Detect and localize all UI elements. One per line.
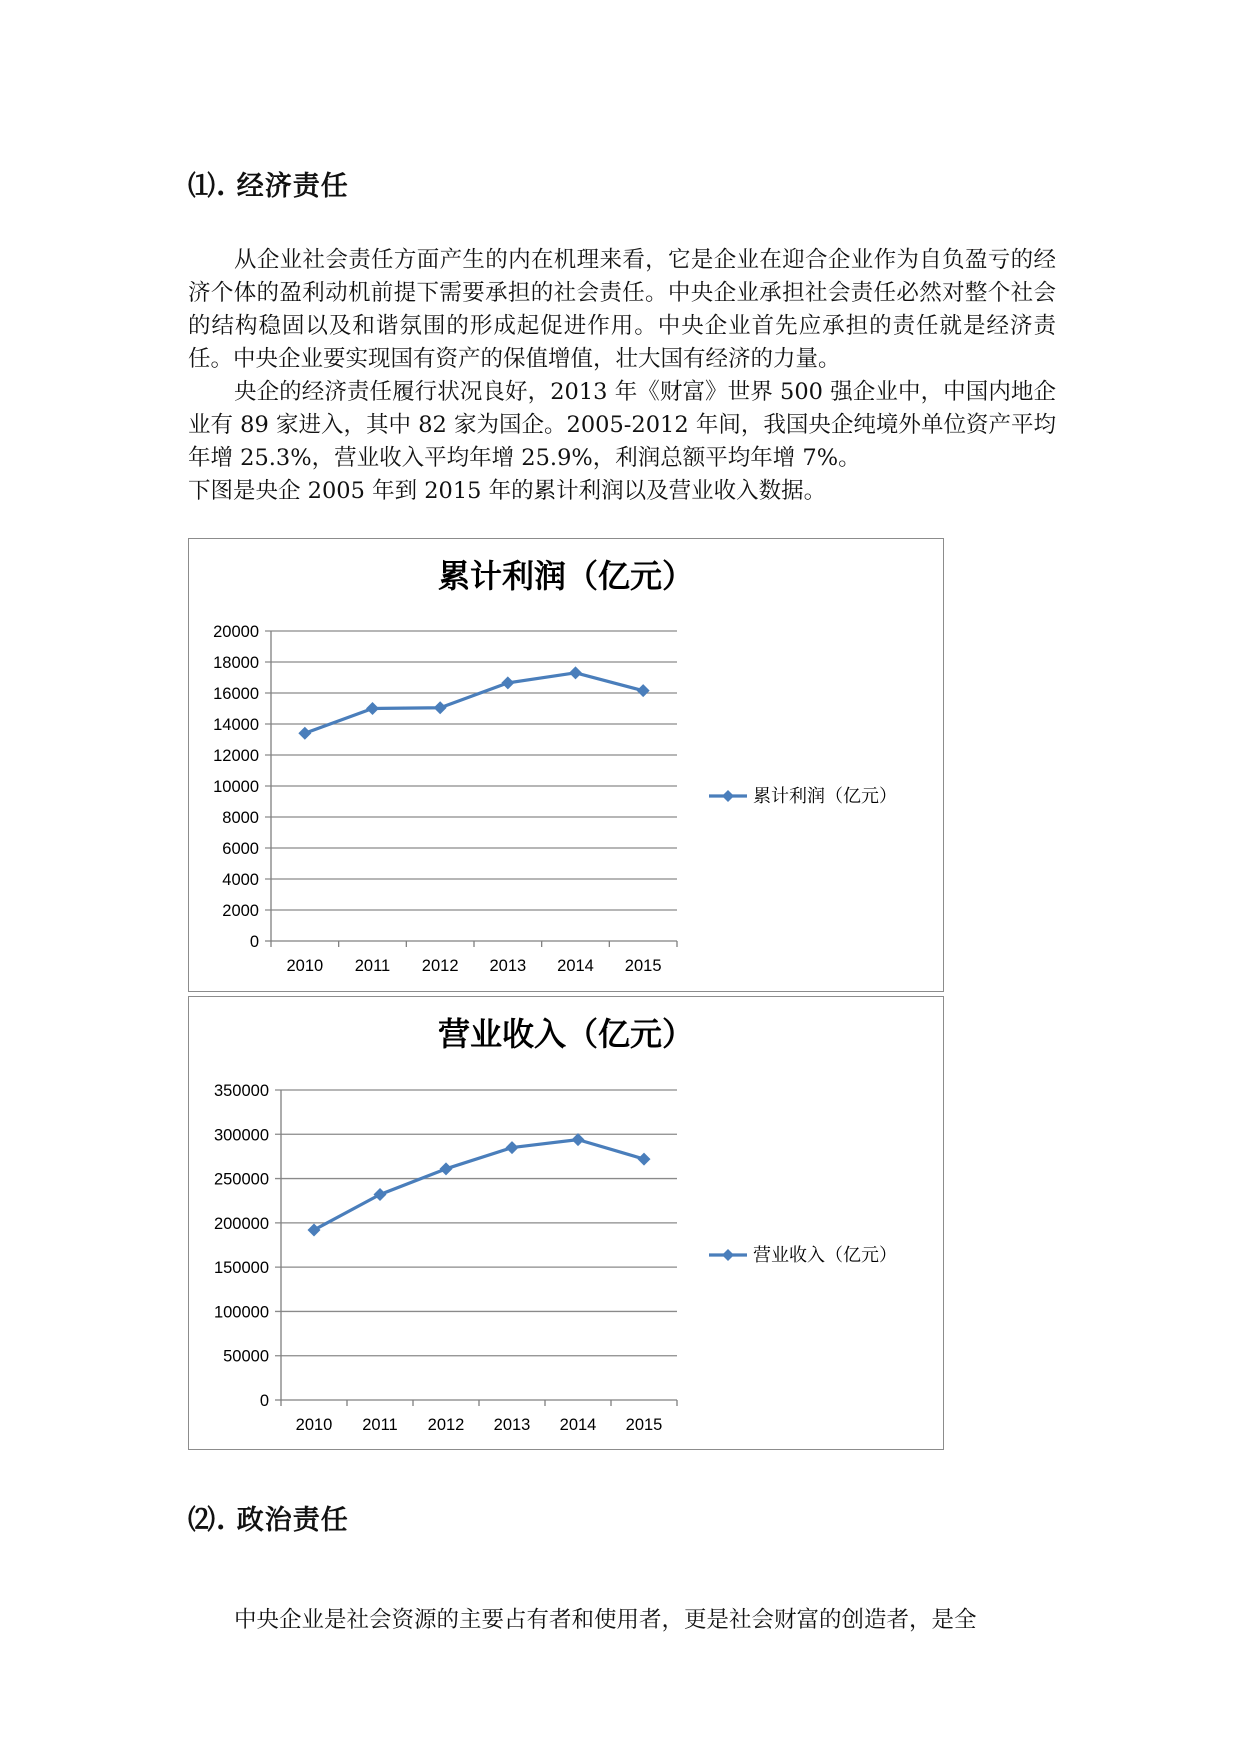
paragraph: 中央企业是社会资源的主要占有者和使用者，更是社会财富的创造者，是全 <box>234 1607 977 1633</box>
x-tick-label: 2015 <box>624 957 662 975</box>
y-tick-label: 200000 <box>213 1214 269 1233</box>
data-point <box>638 1153 651 1166</box>
y-tick-label: 0 <box>259 1392 269 1410</box>
y-tick-label: 300000 <box>213 1126 269 1145</box>
y-tick-label: 18000 <box>213 654 259 672</box>
y-tick-label: 50000 <box>223 1347 269 1366</box>
chart-title: 营业收入（亿元） <box>437 1015 695 1053</box>
x-tick-label: 2014 <box>559 1416 597 1434</box>
y-tick-label: 350000 <box>213 1082 269 1100</box>
data-point <box>506 1141 519 1154</box>
x-tick-label: 2010 <box>295 1416 333 1434</box>
y-tick-label: 20000 <box>213 623 259 641</box>
data-point <box>569 666 582 679</box>
revenue-chart <box>188 996 944 1450</box>
y-tick-label: 16000 <box>213 685 259 703</box>
profit-chart-svg <box>189 539 943 991</box>
legend-marker <box>722 1249 734 1261</box>
x-tick-label: 2013 <box>493 1416 531 1434</box>
data-point <box>572 1133 585 1146</box>
paragraph: 从企业社会责任方面产生的内在机理来看，它是企业在迎合企业作为自负盈亏的经济个体的盈利动机前提下需要承担的社会责任。中央企业承担社会责任必然对整个社会的结构稳固以及和谐氛围的形成起促进作用。中央企业首先应承担的责任就是经济责任。中央企业要实现国有资产的保值增值，壮大国有经济的力量。 <box>188 247 1056 372</box>
y-tick-label: 0 <box>249 933 259 951</box>
x-tick-label: 2014 <box>557 957 594 975</box>
y-tick-label: 8000 <box>222 809 259 827</box>
x-tick-label: 2011 <box>362 1416 398 1434</box>
y-tick-label: 100000 <box>213 1303 269 1322</box>
data-point <box>298 727 311 740</box>
chart-title: 累计利润（亿元） <box>437 557 695 595</box>
y-tick-label: 250000 <box>213 1170 269 1189</box>
y-tick-label: 2000 <box>222 902 259 920</box>
data-point <box>637 684 650 697</box>
y-tick-label: 14000 <box>213 716 259 734</box>
y-tick-label: 6000 <box>222 840 259 858</box>
data-point <box>366 702 379 715</box>
y-tick-label: 150000 <box>213 1259 269 1278</box>
data-point <box>434 701 447 714</box>
x-tick-label: 2010 <box>286 957 324 975</box>
x-tick-label: 2012 <box>421 957 459 975</box>
x-tick-label: 2012 <box>427 1416 465 1434</box>
x-tick-label: 2015 <box>625 1416 663 1434</box>
section-heading-political: ⑵. 政治责任 <box>188 1505 349 1536</box>
x-tick-label: 2013 <box>489 957 527 975</box>
series-line <box>314 1140 644 1230</box>
data-point <box>374 1188 387 1201</box>
data-point <box>501 676 514 689</box>
y-tick-label: 4000 <box>222 871 259 889</box>
paragraph: 央企的经济责任履行状况良好，2013 年《财富》世界 500 强企业中，中国内地企业有 89 家进入，其中 82 家为国企。2005-2012 年间，我国央企纯境外单位资产平均年增 25.3%，营业收入平均年增 25.9%，利润总额平均年增 7%。 <box>188 379 1056 471</box>
political-body <box>188 1604 1056 1637</box>
economic-body <box>188 244 1056 508</box>
legend-marker <box>722 790 734 802</box>
section-heading-economic: ⑴. 经济责任 <box>188 171 349 202</box>
data-point <box>440 1162 453 1175</box>
chart-intro-line: 下图是央企 2005 年到 2015 年的累计利润以及营业收入数据。 <box>188 478 827 504</box>
legend-label: 累计利润（亿元） <box>753 786 897 807</box>
y-tick-label: 10000 <box>213 778 259 796</box>
y-tick-label: 12000 <box>213 747 259 765</box>
legend-label: 营业收入（亿元） <box>753 1245 897 1266</box>
x-tick-label: 2011 <box>354 957 391 975</box>
revenue-chart-svg <box>189 997 943 1449</box>
profit-chart <box>188 538 944 992</box>
data-point <box>308 1223 321 1236</box>
